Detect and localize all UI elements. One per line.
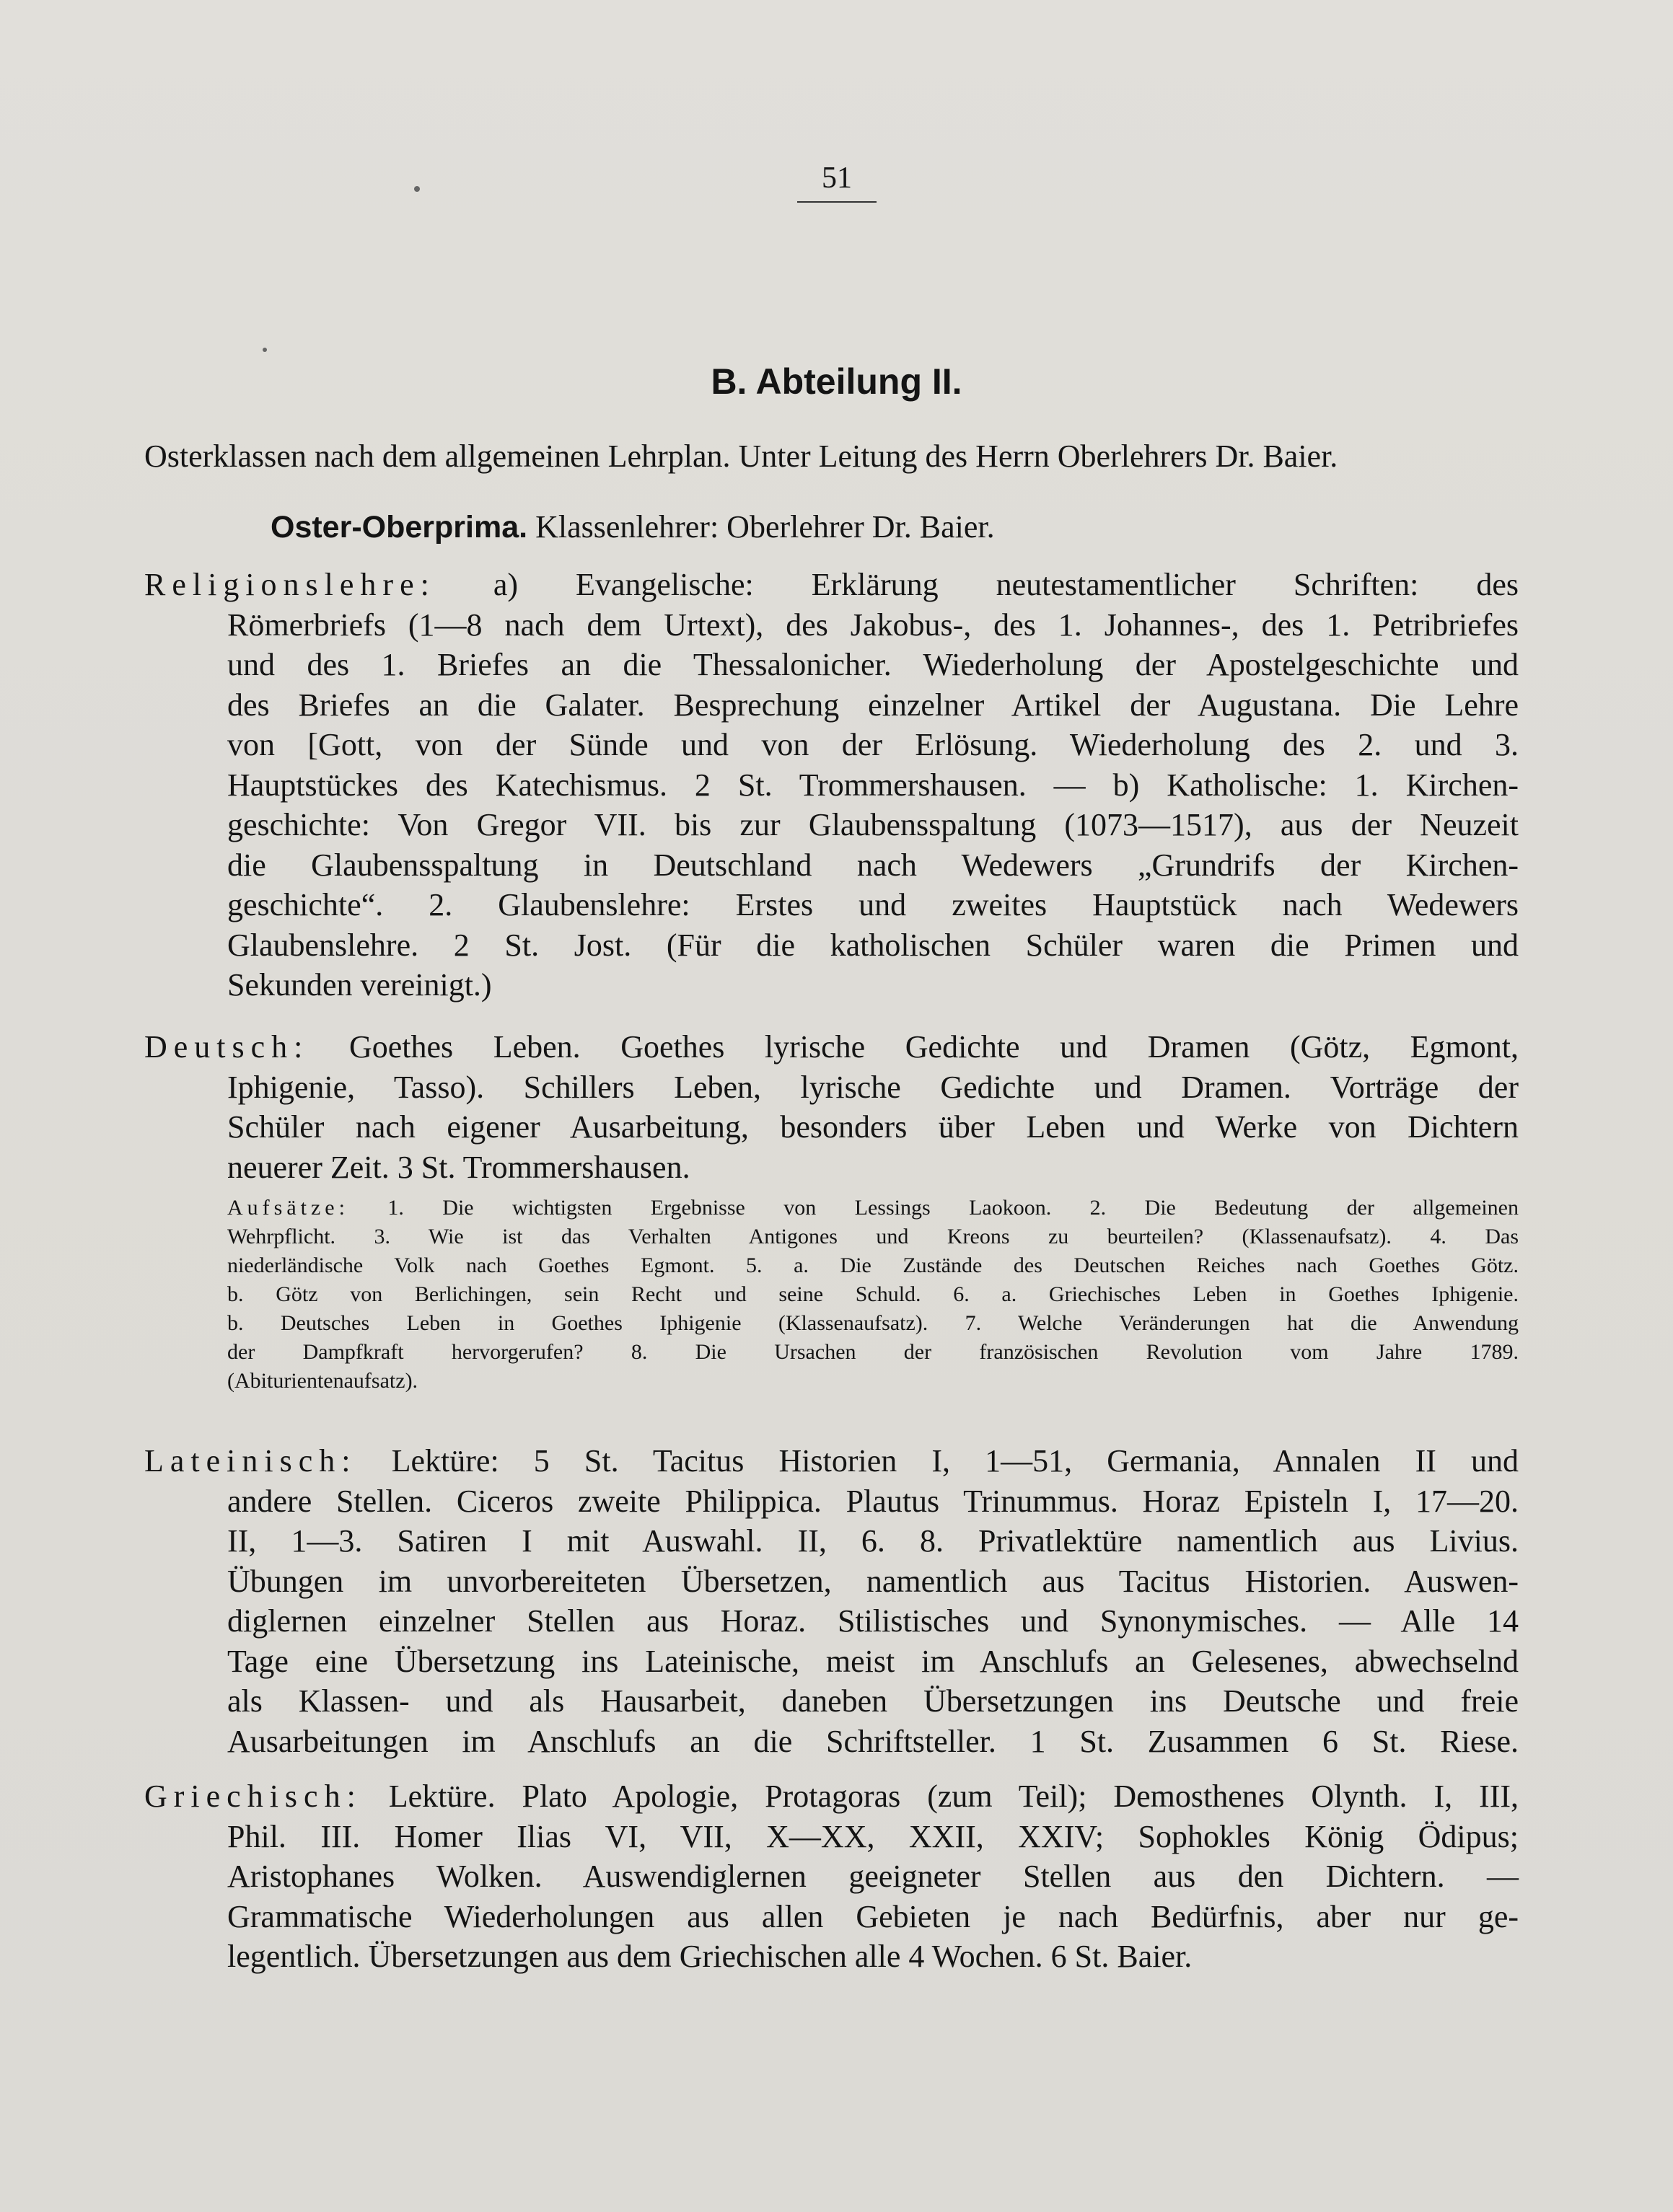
paragraph-line: diglernen einzelner Stellen aus Horaz. Stilistisches und Synonymisches. — Alle 14 <box>227 1603 1519 1639</box>
print-mark <box>414 186 420 192</box>
aufsaetze-line: b. Götz von Berlichingen, sein Recht und seine Schuld. 6. a. Griechisches Leben in Goethes Iphigenie. <box>227 1282 1519 1306</box>
paragraph-line: geschichte: Von Gregor VII. bis zur Glaubensspaltung (1073—1517), aus der Neuzeit <box>227 807 1519 842</box>
aufsaetze-paragraph <box>227 1194 1519 1396</box>
paragraph-line: neuerer Zeit. 3 St. Trommershausen. <box>227 1149 690 1185</box>
paragraph-line: legentlich. Übersetzungen aus dem Griechischen alle 4 Wochen. 6 St. Baier. <box>227 1939 1193 1974</box>
section-title: B. Abteilung II. <box>711 361 962 402</box>
paragraph-line: Glaubenslehre. 2 St. Jost. (Für die katholischen Schüler waren die Primen und <box>227 927 1519 963</box>
aufsaetze-line: Aufsätze: 1. Die wichtigsten Ergebnisse von Lessings Laokoon. 2. Die Bedeutung der allgemeinen <box>227 1196 1519 1220</box>
aufsaetze-line: niederländische Volk nach Goethes Egmont. 5. a. Die Zustände des Deutschen Reiches nach Goethes Götz. <box>227 1253 1519 1277</box>
subject-label: Lateinisch: <box>144 1443 357 1479</box>
paragraph-line: Deutsch: Goethes Leben. Goethes lyrische Gedichte und Dramen (Götz, Egmont, <box>144 1029 1519 1065</box>
paragraph-line: Schüler nach eigener Ausarbeitung, besonders über Leben und Werke von Dichtern <box>227 1109 1519 1145</box>
paragraph-line: Römerbriefs (1—8 nach dem Urtext), des Jakobus-, des 1. Johannes-, des 1. Petribriefes <box>227 607 1519 643</box>
subject-label: Griechisch: <box>144 1779 362 1814</box>
paragraph-line: Ausarbeitungen im Anschlufs an die Schriftsteller. 1 St. Zusammen 6 St. Riese. <box>227 1723 1519 1759</box>
paragraph-line: Grammatische Wiederholungen aus allen Gebieten je nach Bedürfnis, aber nur ge- <box>227 1898 1519 1934</box>
paragraph-line: Hauptstückes des Katechismus. 2 St. Trommershausen. — b) Katholische: 1. Kirchen- <box>227 767 1519 803</box>
aufsaetze-line: b. Deutsches Leben in Goethes Iphigenie (Klassenaufsatz). 7. Welche Veränderungen hat die Anwendung <box>227 1311 1519 1335</box>
paragraph-line: von [Gott, von der Sünde und von der Erlösung. Wiederholung des 2. und 3. <box>227 727 1519 762</box>
paragraph-line: des Briefes an die Galater. Besprechung einzelner Artikel der Augustana. Die Lehre <box>227 687 1519 723</box>
religion-paragraph <box>144 565 1519 1005</box>
paragraph-line: II, 1—3. Satiren I mit Auswahl. II, 6. 8. Privatlektüre namentlich aus Livius. <box>227 1523 1519 1559</box>
page-number: 51 <box>797 161 877 203</box>
subject-label: Deutsch: <box>144 1029 309 1065</box>
paragraph-line: als Klassen- und als Hausarbeit, daneben Übersetzungen ins Deutsche und freie <box>227 1683 1519 1719</box>
paragraph-line: Griechisch: Lektüre. Plato Apologie, Protagoras (zum Teil); Demosthenes Olynth. I, III, <box>144 1779 1519 1814</box>
class-heading <box>271 508 995 545</box>
paragraph-line: Phil. III. Homer Ilias VI, VII, X—XX, XXII, XXIV; Sophokles König Ödipus; <box>227 1818 1519 1854</box>
class-teacher: Klassenlehrer: Oberlehrer Dr. Baier. <box>535 509 995 545</box>
paragraph-line: Religionslehre: a) Evangelische: Erklärung neutestamentlicher Schriften: des <box>144 567 1519 602</box>
aufsaetze-line: (Abiturientenaufsatz). <box>227 1369 418 1393</box>
deutsch-paragraph <box>144 1027 1519 1187</box>
paragraph-line: andere Stellen. Ciceros zweite Philippica. Plautus Trinummus. Horaz Episteln I, 17—20. <box>227 1483 1519 1519</box>
aufsaetze-label: Aufsätze: <box>227 1196 349 1220</box>
latein-paragraph <box>144 1441 1519 1761</box>
aufsaetze-line: der Dampfkraft hervorgerufen? 8. Die Ursachen der französischen Revolution vom Jahre 1789. <box>227 1340 1519 1364</box>
aufsaetze-line: Wehrpflicht. 3. Wie ist das Verhalten Antigones und Kreons zu beurteilen? (Klassenaufsatz). 4. Das <box>227 1225 1519 1248</box>
subject-label: Religionslehre: <box>144 567 436 602</box>
paragraph-line: und des 1. Briefes an die Thessalonicher. Wiederholung der Apostelgeschichte und <box>227 647 1519 682</box>
print-mark <box>263 348 267 352</box>
paragraph-line: Aristophanes Wolken. Auswendiglernen geeigneter Stellen aus den Dichtern. — <box>227 1859 1519 1894</box>
paragraph-line: die Glaubensspaltung in Deutschland nach Wedewers „Grundrifs der Kirchen- <box>227 847 1519 883</box>
paragraph-line: Sekunden vereinigt.) <box>227 967 492 1003</box>
paragraph-line: Iphigenie, Tasso). Schillers Leben, lyrische Gedichte und Dramen. Vorträge der <box>227 1069 1519 1105</box>
class-name: Oster-Oberprima. <box>271 510 528 545</box>
paragraph-line: Übungen im unvorbereiteten Übersetzen, namentlich aus Tacitus Historien. Auswen- <box>227 1563 1519 1599</box>
intro-line: Osterklassen nach dem allgemeinen Lehrplan. Unter Leitung des Herrn Oberlehrers Dr. Baier. <box>144 439 1338 474</box>
griechisch-paragraph <box>144 1776 1519 1977</box>
paragraph-line: Lateinisch: Lektüre: 5 St. Tacitus Historien I, 1—51, Germania, Annalen II und <box>144 1443 1519 1479</box>
paragraph-line: geschichte“. 2. Glaubenslehre: Erstes und zweites Hauptstück nach Wedewers <box>227 887 1519 922</box>
paragraph-line: Tage eine Übersetzung ins Lateinische, meist im Anschlufs an Gelesenes, abwechselnd <box>227 1643 1519 1679</box>
